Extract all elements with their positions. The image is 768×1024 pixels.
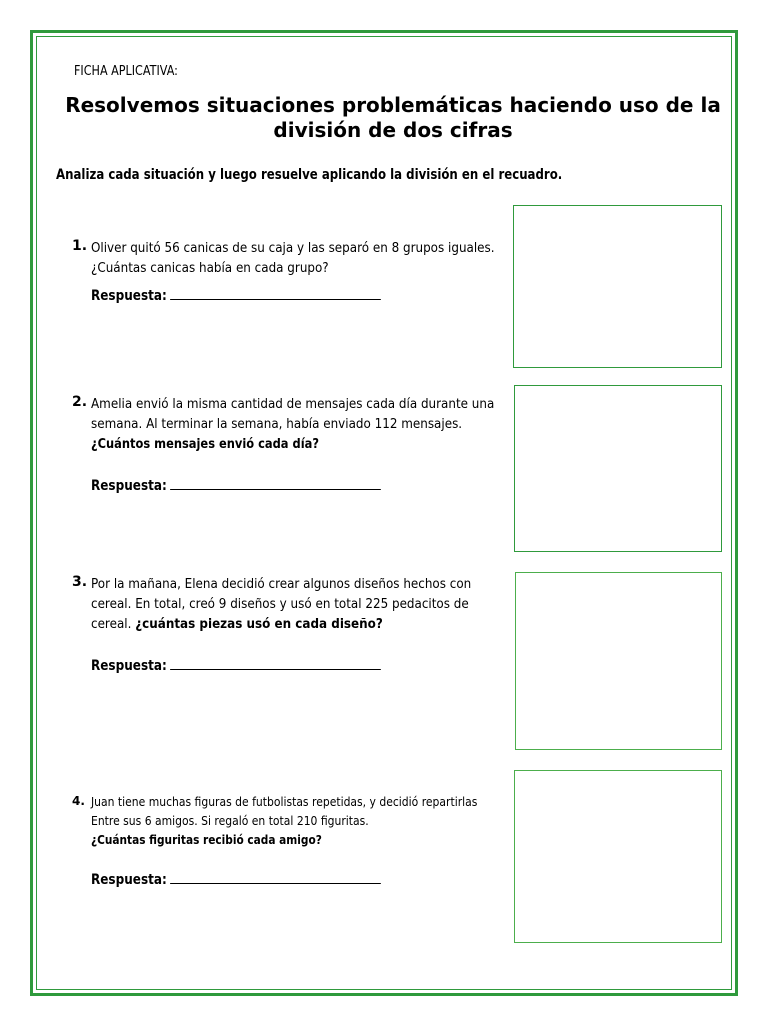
problem-line: Amelia envió la misma cantidad de mensajes cada día durante una (91, 397, 495, 412)
answer-line[interactable] (91, 655, 381, 674)
problem-line: ¿Cuántas canicas había en cada grupo? (91, 261, 329, 276)
problem-number: 2. (72, 394, 88, 410)
problem-line: Por la mañana, Elena decidió crear algunos diseños hechos con (91, 577, 472, 592)
problem-line: semana. Al terminar la semana, había enviado 112 mensajes. (91, 417, 463, 432)
answer-box-3[interactable] (515, 572, 722, 750)
problem-text (91, 575, 521, 635)
worksheet-label: FICHA APLICATIVA: (74, 64, 178, 79)
problem-text (91, 395, 521, 455)
answer-blank[interactable] (170, 285, 381, 300)
problem-line (91, 615, 487, 635)
answer-box-4[interactable] (514, 770, 722, 943)
answer-box-1[interactable] (513, 205, 722, 368)
answer-blank[interactable] (170, 475, 381, 490)
answer-label: Respuesta: (91, 658, 167, 674)
problem-question: ¿Cuántos mensajes envió cada día? (91, 437, 319, 452)
problem-line: Entre sus 6 amigos. Si regaló en total 210 figuritas. (91, 814, 369, 828)
answer-blank[interactable] (170, 869, 381, 884)
problem-question: ¿Cuántas figuritas recibió cada amigo? (91, 833, 322, 847)
problem-number: 1. (72, 238, 88, 254)
problem-question: ¿cuántas piezas usó en cada diseño? (135, 617, 383, 632)
problem-line: Oliver quitó 56 canicas de su caja y las separó en 8 grupos iguales. (91, 241, 495, 256)
answer-label: Respuesta: (91, 288, 167, 304)
answer-box-2[interactable] (514, 385, 722, 552)
problem-line-end: cereal. (91, 617, 132, 632)
page-title: Resolvemos situaciones problemáticas haciendo uso de la división de dos cifras (65, 93, 721, 142)
problem-number: 4. (72, 794, 85, 808)
answer-blank[interactable] (170, 655, 381, 670)
problem-text (91, 793, 521, 850)
problem-text (91, 239, 521, 279)
problem-line: Juan tiene muchas figuras de futbolistas repetidas, y decidió repartirlas (91, 795, 478, 809)
problem-line: cereal. En total, creó 9 diseños y usó en total 225 pedacitos de (91, 597, 469, 612)
answer-line[interactable] (91, 475, 381, 494)
answer-line[interactable] (91, 285, 381, 304)
answer-label: Respuesta: (91, 872, 167, 888)
instructions: Analiza cada situación y luego resuelve aplicando la división en el recuadro. (56, 167, 563, 183)
answer-line[interactable] (91, 869, 381, 888)
problem-number: 3. (72, 574, 88, 590)
answer-label: Respuesta: (91, 478, 167, 494)
